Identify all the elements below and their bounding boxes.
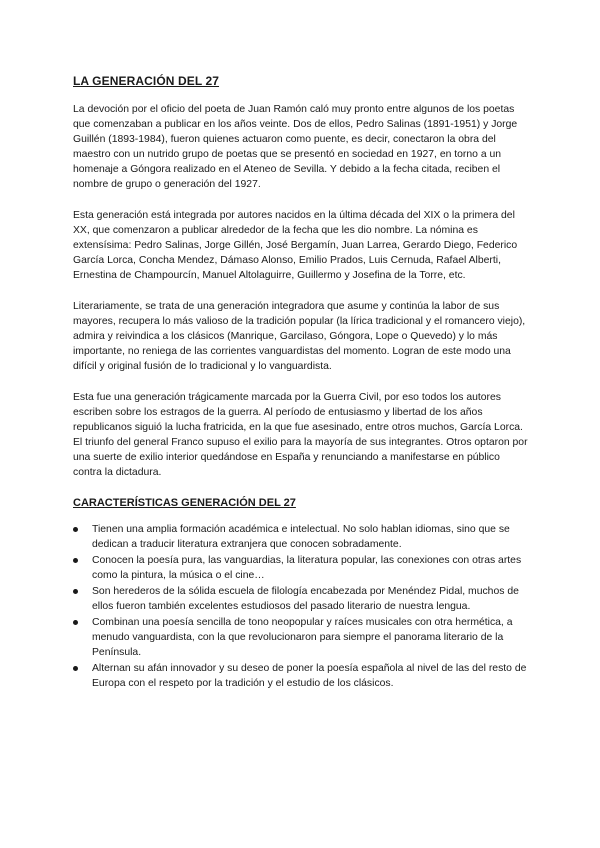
list-item-text: Alternan su afán innovador y su deseo de poner la poesía española al nivel de las del resto de Europa con el respeto por la tradición y el estudio de los clásicos. [92,663,527,689]
paragraph-members: Esta generación está integrada por autores nacidos en la última década del XIX o la primera del XX, que comenzaron a publicar alrededor de la fecha que les dio nombre. La nómina es extensísima: Pedro Salinas, Jorge Gillén, José Bergamín, Juan Larrea, Gerardo Diego, Federico García Lorca, Concha Mendez, Dámaso Alonso, Emilio Prados, Luis Cernuda, Rafael Alberti, Ernestina de Champourcín, Manuel Altolaguirre, Guillermo y Josefina de la Torre, etc. [73,210,518,281]
characteristics-list [73,522,529,691]
list-item-text: Son herederos de la sólida escuela de filología encabezada por Menéndez Pidal, muchos de ellos fueron también excelentes estudiosos del pasado literario de nuestra lengua. [92,586,519,612]
bullet-icon [73,558,78,563]
document-body [73,74,529,692]
list-item [73,615,529,660]
bullet-icon [73,666,78,671]
bullet-icon [73,527,78,532]
list-item-text: Conocen la poesía pura, las vanguardias, la literatura popular, las conexiones con otras artes como la pintura, la música o el cine… [92,555,522,581]
list-item-text: Tienen una amplia formación académica e intelectual. No solo hablan idiomas, sino que se dedican a traducir literatura extranjera que conocen sobradamente. [92,524,510,550]
list-item-text: Combinan una poesía sencilla de tono neopopular y raíces musicales con otra hermética, a menudo vanguardista, con la que revolucionaron para siempre el panorama literario de la Península. [92,617,513,658]
list-item [73,553,529,583]
bullet-icon [73,620,78,625]
list-item [73,661,529,691]
list-item [73,584,529,614]
section-heading-characteristics: CARACTERÍSTICAS GENERACIÓN DEL 27 [73,497,296,509]
document-title: LA GENERACIÓN DEL 27 [73,74,220,88]
paragraph-intro: La devoción por el oficio del poeta de Juan Ramón caló muy pronto entre algunos de los poetas que comenzaban a publicar en los años veinte. Dos de ellos, Pedro Salinas (1891-1951) y Jorge Guillén (1893-1984), fueron quienes actuaron como puente, es decir, conectaron la obra del maestro con un nutrido grupo de poetas que se presentó en sociedad en 1927, en torno a un homenaje a Góngora realizado en el Ateneo de Sevilla. Y debido a la fecha citada, reciben el nombre de grupo o generación del 1927. [73,104,518,190]
bullet-icon [73,589,78,594]
paragraph-literary: Literariamente, se trata de una generación integradora que asume y continúa la labor de sus mayores, recupera lo más valioso de la tradición popular (la lírica tradicional y el romancero viejo), admira y reivindica a los clásicos (Manrique, Garcilaso, Góngora, Lope o Quevedo) y lo más importante, no reniega de las corrientes vanguardistas del momento. Logran de este modo una difícil y original fusión de lo tradicional y lo vanguardista. [73,301,526,372]
paragraph-civil-war: Esta fue una generación trágicamente marcada por la Guerra Civil, por eso todos los autores escriben sobre los estragos de la guerra. Al período de entusiasmo y libertad de los años republicanos siguió la lucha fratricida, en la que fue asesinado, entre otros muchos, García Lorca. El triunfo del general Franco supuso el exilio para la mayoría de sus integrantes. Otros optaron por una suerte de exilio interior quedándose en España y renunciando a manifestarse en público contra la dictadura. [73,392,528,478]
list-item [73,522,529,552]
